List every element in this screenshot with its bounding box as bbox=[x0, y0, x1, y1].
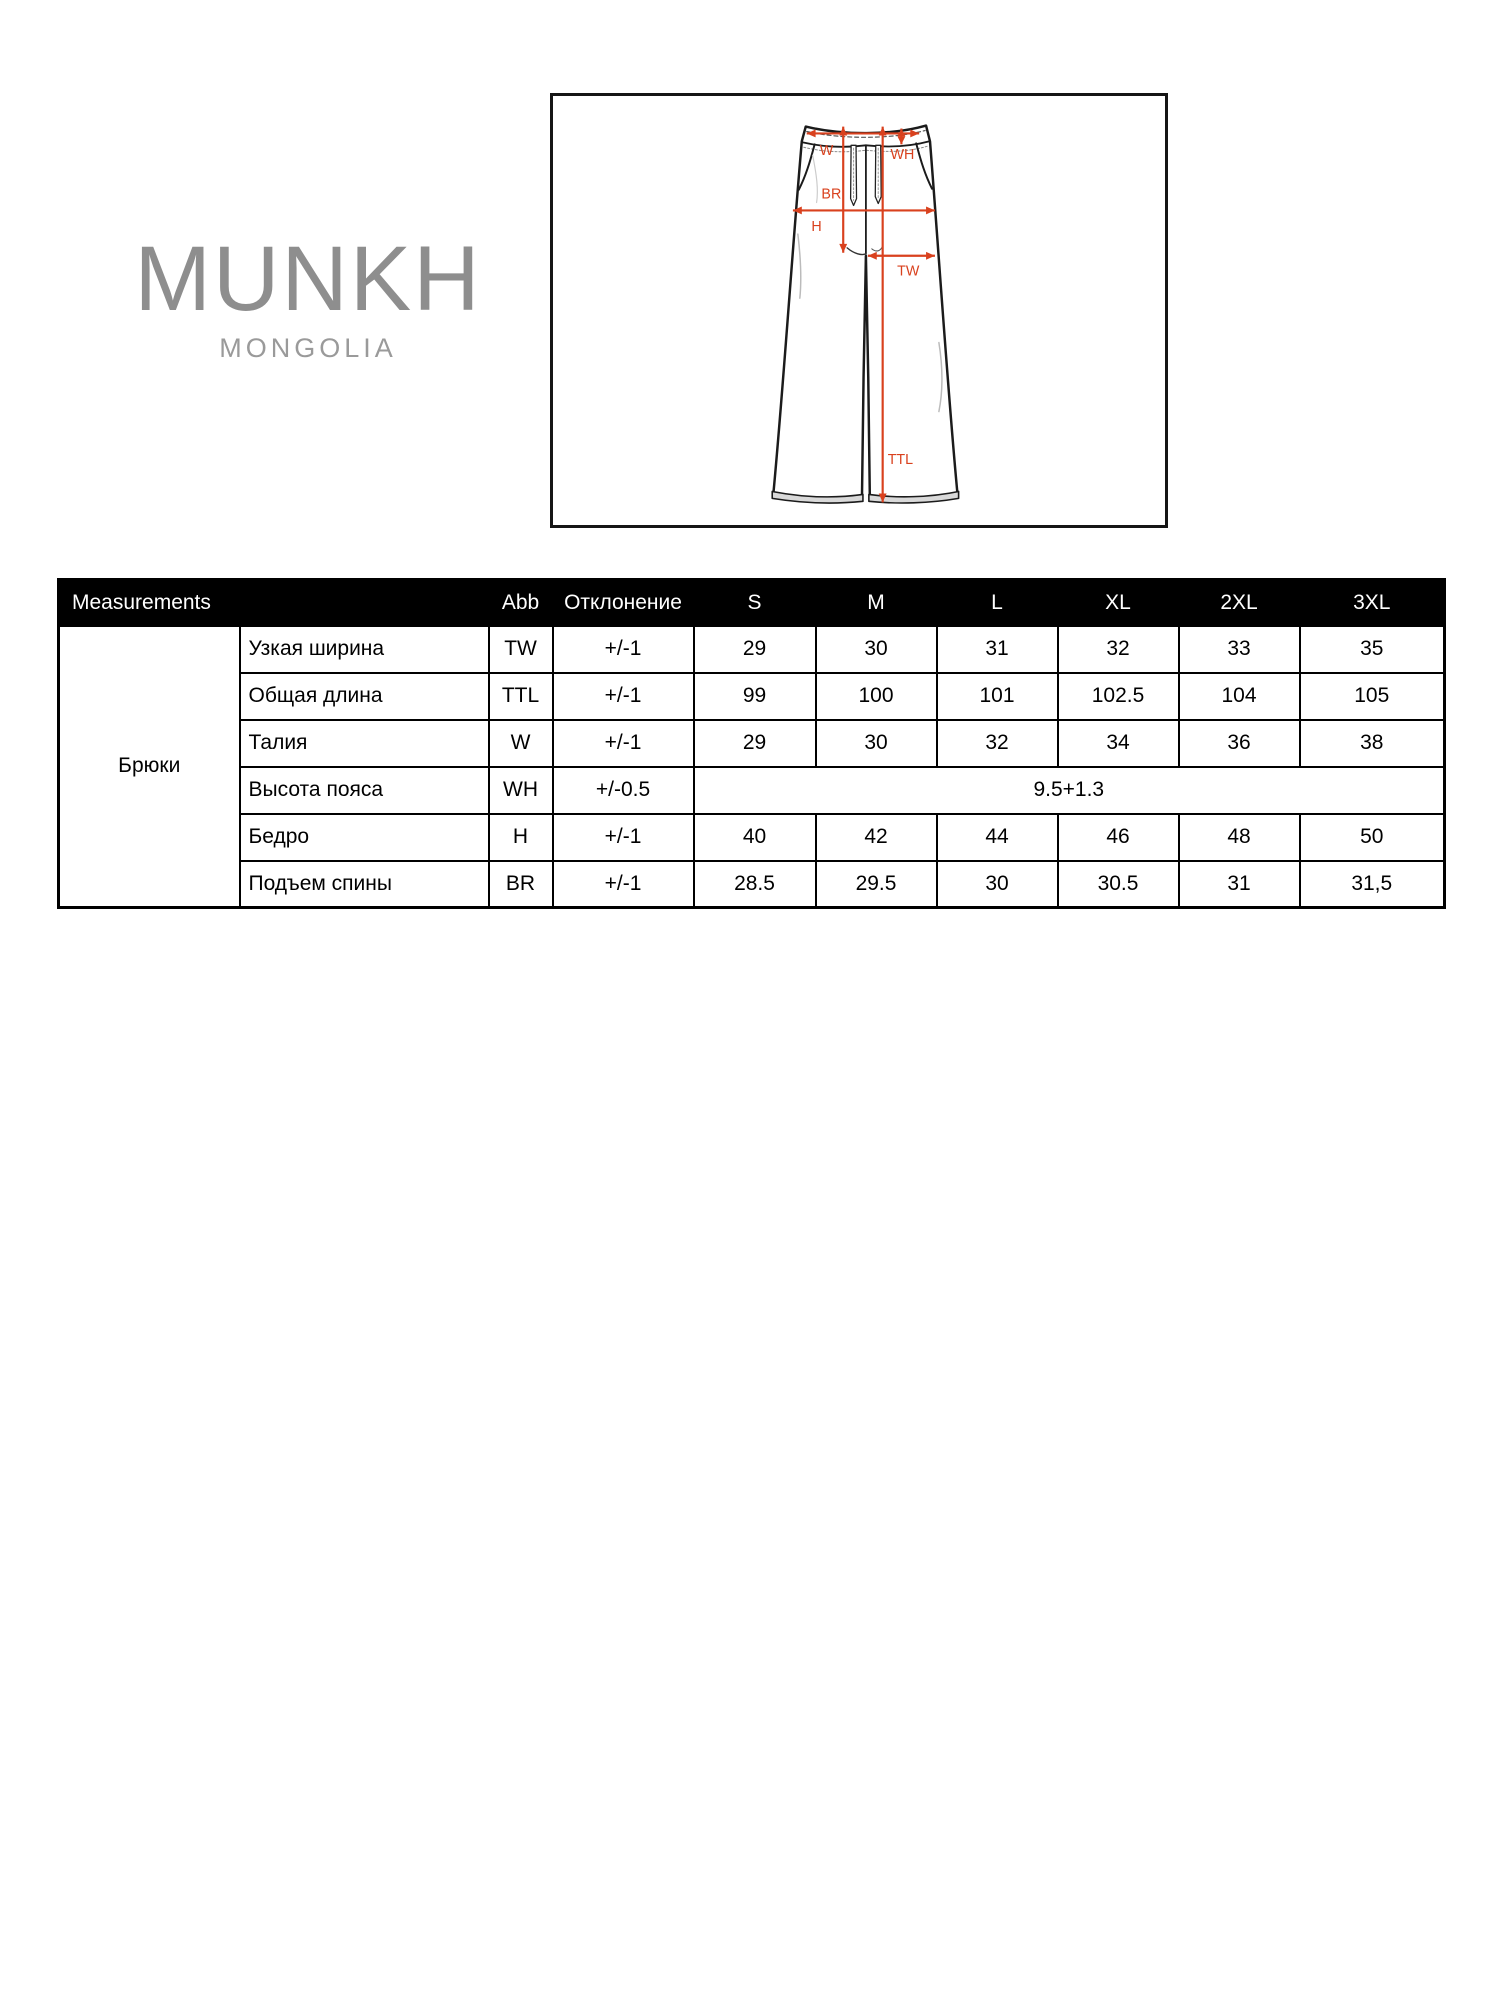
value-cell: 30 bbox=[816, 626, 937, 673]
value-cell: 48 bbox=[1179, 814, 1300, 861]
pants-illustration bbox=[553, 96, 1165, 525]
value-cell: 44 bbox=[937, 814, 1058, 861]
deviation-cell: +/-1 bbox=[553, 861, 694, 908]
header-size-S: S bbox=[694, 580, 816, 626]
measurements-table bbox=[57, 578, 1446, 909]
value-cell: 31,5 bbox=[1300, 861, 1445, 908]
w-measure-label: W bbox=[819, 143, 834, 160]
deviation-cell: +/-1 bbox=[553, 626, 694, 673]
value-cell: 100 bbox=[816, 673, 937, 720]
abb-cell: H bbox=[489, 814, 553, 861]
abb-cell: W bbox=[489, 720, 553, 767]
row-label-cell: Высота пояса bbox=[240, 767, 489, 814]
abb-cell: BR bbox=[489, 861, 553, 908]
table-row bbox=[59, 861, 1445, 908]
value-cell: 38 bbox=[1300, 720, 1445, 767]
value-cell: 32 bbox=[937, 720, 1058, 767]
value-cell: 29.5 bbox=[816, 861, 937, 908]
value-cell: 104 bbox=[1179, 673, 1300, 720]
wh-measure-label: WH bbox=[890, 147, 915, 164]
brand-subtitle: MONGOLIA bbox=[219, 333, 397, 363]
value-cell: 36 bbox=[1179, 720, 1300, 767]
value-cell: 99 bbox=[694, 673, 816, 720]
value-cell: 102.5 bbox=[1058, 673, 1179, 720]
value-cell: 34 bbox=[1058, 720, 1179, 767]
category-cell: Брюки bbox=[59, 626, 240, 908]
value-cell: 29 bbox=[694, 626, 816, 673]
abb-cell: WH bbox=[489, 767, 553, 814]
header-size-XL: XL bbox=[1058, 580, 1179, 626]
deviation-cell: +/-0.5 bbox=[553, 767, 694, 814]
row-label-cell: Талия bbox=[240, 720, 489, 767]
row-label-cell: Подъем спины bbox=[240, 861, 489, 908]
value-cell: 30.5 bbox=[1058, 861, 1179, 908]
table-header-row bbox=[59, 580, 1445, 626]
br-measure-label: BR bbox=[821, 186, 842, 203]
pants-diagram bbox=[550, 93, 1168, 528]
deviation-cell: +/-1 bbox=[553, 814, 694, 861]
value-cell: 40 bbox=[694, 814, 816, 861]
value-cell: 28.5 bbox=[694, 861, 816, 908]
header-abb: Abb bbox=[489, 580, 553, 626]
header-size-3XL: 3XL bbox=[1300, 580, 1445, 626]
value-cell: 29 bbox=[694, 720, 816, 767]
tw-measure-label: TW bbox=[897, 263, 920, 280]
value-cell: 32 bbox=[1058, 626, 1179, 673]
abb-cell: TTL bbox=[489, 673, 553, 720]
row-label-cell: Общая длина bbox=[240, 673, 489, 720]
value-cell: 101 bbox=[937, 673, 1058, 720]
table-row bbox=[59, 814, 1445, 861]
header-measurements: Measurements bbox=[59, 580, 489, 626]
deviation-cell: +/-1 bbox=[553, 673, 694, 720]
value-cell: 31 bbox=[937, 626, 1058, 673]
value-cell: 31 bbox=[1179, 861, 1300, 908]
table-row bbox=[59, 720, 1445, 767]
row-label-cell: Узкая ширина bbox=[240, 626, 489, 673]
value-cell: 105 bbox=[1300, 673, 1445, 720]
abb-cell: TW bbox=[489, 626, 553, 673]
table-body bbox=[59, 626, 1445, 908]
header-size-M: M bbox=[816, 580, 937, 626]
value-cell: 35 bbox=[1300, 626, 1445, 673]
row-label-cell: Бедро bbox=[240, 814, 489, 861]
deviation-cell: +/-1 bbox=[553, 720, 694, 767]
table-row bbox=[59, 767, 1445, 814]
header-size-L: L bbox=[937, 580, 1058, 626]
header-deviation: Отклонение bbox=[553, 580, 694, 626]
brand-logo bbox=[118, 228, 498, 364]
ttl-arrowhead-up bbox=[879, 127, 887, 136]
h-measure-label: H bbox=[811, 219, 822, 236]
value-cell: 33 bbox=[1179, 626, 1300, 673]
value-cell-merged: 9.5+1.3 bbox=[694, 767, 1445, 814]
value-cell: 30 bbox=[816, 720, 937, 767]
value-cell: 42 bbox=[816, 814, 937, 861]
ttl-measure-label: TTL bbox=[887, 451, 914, 468]
table-row bbox=[59, 673, 1445, 720]
table-row bbox=[59, 626, 1445, 673]
header-size-2XL: 2XL bbox=[1179, 580, 1300, 626]
brand-name: MUNKH bbox=[134, 228, 482, 330]
value-cell: 46 bbox=[1058, 814, 1179, 861]
value-cell: 50 bbox=[1300, 814, 1445, 861]
value-cell: 30 bbox=[937, 861, 1058, 908]
